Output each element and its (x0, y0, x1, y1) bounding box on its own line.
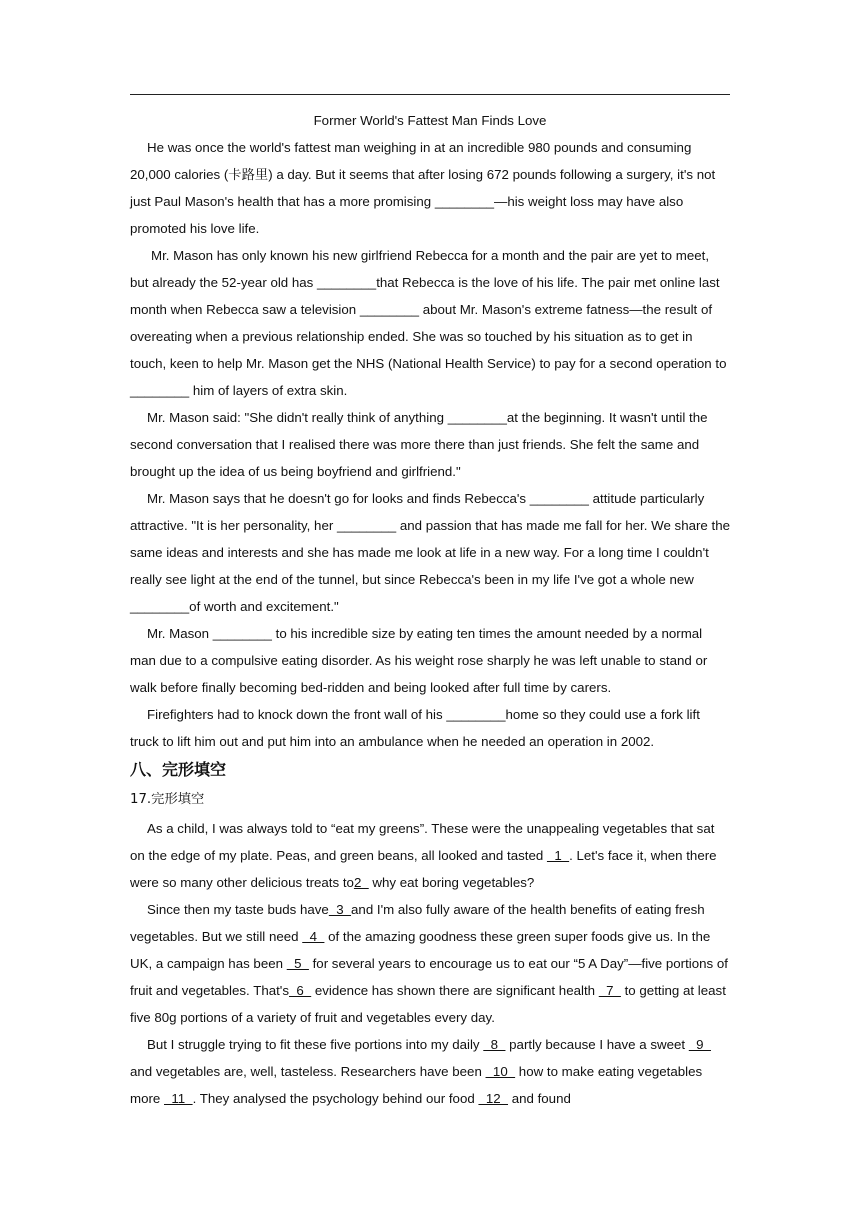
document-content (130, 107, 730, 1112)
text-run: Mr. Mason said: "She didn't really think of anything (147, 410, 448, 425)
cloze-paragraph-2 (130, 896, 730, 1031)
blank: ________ (359, 302, 420, 317)
cloze-blank: 10 (485, 1064, 516, 1079)
text-run: to his incredible size by eating ten times the amount needed by a normal man due to a compulsive eating disorder. As his weight rose sharply he was left unable to stand or walk before finally becoming bed-ridden and being looked after full time by carers. (130, 626, 708, 695)
cloze-paragraph-3 (130, 1031, 730, 1112)
text-run: evidence has shown there are significant health (311, 983, 599, 998)
paragraph-5 (130, 620, 730, 701)
cloze-paragraph-1 (130, 815, 730, 896)
cloze-blank: 4 (302, 929, 325, 944)
cloze-blank: 5 (286, 956, 309, 971)
text-run: . Let's face it, when there were so many other delicious treats to (130, 848, 717, 890)
text-run: partly because I have a sweet (505, 1037, 689, 1052)
text-run: about Mr. Mason's extreme fatness—the result of overeating when a previous relationship ended. She was so touched by his situation as to get in touch, keen to help Mr. Mason get the NHS (National Health Service) to pay for a second operation to (130, 302, 727, 371)
blank: ________ (336, 518, 397, 533)
text-run: why eat boring vegetables? (368, 875, 535, 890)
blank: ________ (212, 626, 272, 641)
passage-title: Former World's Fattest Man Finds Love (313, 113, 547, 128)
header-rule (130, 94, 730, 95)
text-run: of worth and excitement." (189, 599, 339, 614)
text-run: of the amazing goodness these green super foods give us. In the UK, a campaign has been (130, 929, 711, 971)
cloze-blank: 12 (478, 1091, 509, 1106)
text-run: and vegetables are, well, tasteless. Researchers have been (130, 1064, 486, 1079)
text-run: him of layers of extra skin. (189, 383, 348, 398)
blank: ________ (130, 383, 190, 398)
text-run: Mr. Mason says that he doesn't go for looks and finds Rebecca's (147, 491, 530, 506)
text-run: and passion that has made me fall for her. We share the same ideas and interests and she has made me look at life in a new way. For a long time I couldn't really see light at the end of the tunnel, but since Rebecca's been in my life I've got a whole new (130, 518, 730, 587)
cloze-blank: 9 (688, 1037, 711, 1052)
text-run: for several years to encourage us to eat our “5 A Day”—five portions of fruit and vegetables. That's (130, 956, 728, 998)
blank: ________ (130, 599, 190, 614)
cloze-blank: 6 (289, 983, 312, 998)
text-run: . They analysed the psychology behind our food (192, 1091, 479, 1106)
text-run: how to make eating vegetables more (130, 1064, 703, 1106)
text-run: Mr. Mason has only known his new girlfriend Rebecca for a month and the pair are yet to meet, but already the 52-year old has (130, 248, 710, 290)
text-run: Firefighters had to knock down the front wall of his (147, 707, 447, 722)
blank: ________ (317, 275, 377, 290)
text-run: and I'm also fully aware of the health benefits of eating fresh vegetables. But we still need (130, 902, 705, 944)
text-run: and found (508, 1091, 571, 1106)
text-run: to getting at least five 80g portions of a variety of fruit and vegetables every day. (130, 983, 726, 1025)
text-run: —his weight loss may have also promoted his love life. (130, 194, 684, 236)
cloze-blank: 8 (483, 1037, 506, 1052)
paragraph-6 (130, 701, 730, 755)
text-run: Mr. Mason (147, 626, 213, 641)
text-run: that Rebecca is the love of his life. The pair met online last month when Rebecca saw a television (130, 275, 720, 317)
blank: ________ (434, 194, 495, 209)
cloze-blank: 11 (164, 1091, 193, 1106)
text-run: But I struggle trying to fit these five portions into my daily (147, 1037, 484, 1052)
cloze-blank: 7 (598, 983, 621, 998)
section-heading: 八、完形填空 (130, 760, 227, 779)
text-run: Since then my taste buds have (147, 902, 329, 917)
blank: ________ (446, 707, 506, 722)
question-label: 17.完形填空 (130, 792, 205, 807)
blank: ________ (447, 410, 507, 425)
paragraph-1 (130, 134, 730, 242)
text-run: home so they could use a fork lift truck to lift him out and put him into an ambulance when he needed an operation in 2002. (130, 707, 700, 749)
text-run: at the beginning. It wasn't until the second conversation that I realised there was more there than just friends. She felt the same and brought up the idea of us being boyfriend and girlfriend." (130, 410, 708, 479)
paragraph-2 (130, 242, 730, 404)
paragraph-3 (130, 404, 730, 485)
cloze-blank: 1 (546, 848, 570, 863)
text-run: As a child, I was always told to “eat my greens”. These were the unappealing vegetables that sat on the edge of my plate. Peas, and green beans, all looked and tasted (130, 821, 715, 863)
text-run: attitude particularly attractive. "It is her personality, her (130, 491, 705, 533)
paragraph-4 (130, 485, 730, 620)
text-run: He was once the world's fattest man weighing in at an incredible 980 pounds and consuming 20,000 calories (卡路里) a day. But it seems that after losing 672 pounds following a surgery, it's not just Paul Mason's health that has a more promising (130, 140, 716, 209)
cloze-blank: 2 (353, 875, 369, 890)
cloze-blank: 3 (328, 902, 352, 917)
blank: ________ (529, 491, 589, 506)
